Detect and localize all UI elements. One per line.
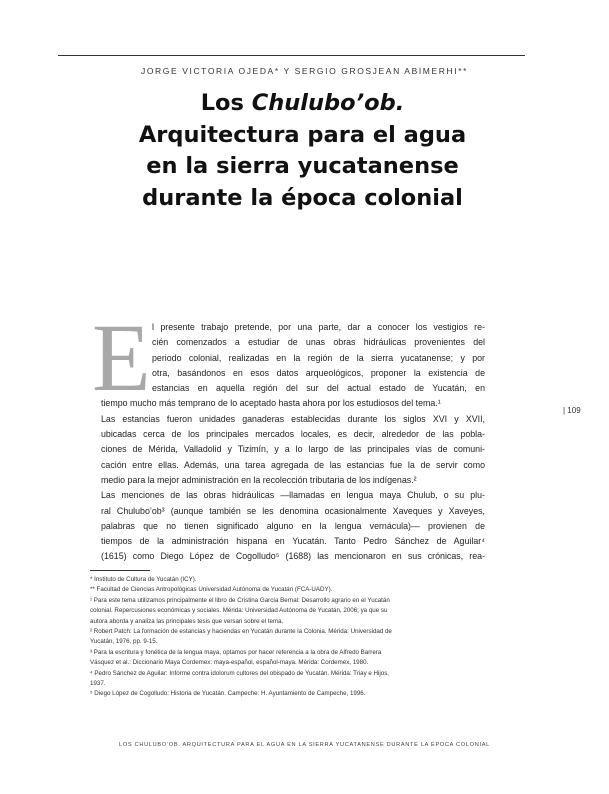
- body-line: ubicadas cerca de los principales mercados locales, es decir, alrededor de las pobla-: [101, 429, 485, 440]
- footnote-line: ** Facultad de Ciencias Antropológicas Universidad Autónoma de Yucatán (FCA-UADY).: [90, 586, 333, 594]
- footnote-line: ³ Para la escritura y fonética de la lengua maya, optamos por hacer referencia a la obra de Alfredo Barrera: [90, 648, 382, 656]
- header-rule: [58, 55, 525, 56]
- footnote-line: Yucatán, 1976, pp. 9-15.: [90, 638, 158, 646]
- title-line-2: Arquitectura para el agua: [138, 121, 467, 148]
- body-line: estancias en aquella región del sur del actual estado de Yucatán, en: [152, 383, 485, 394]
- footnote-line: colonial. Repercusiones económicas y sociales. Mérida: Universidad Autónoma de Yucatán, 2006; ya que su: [90, 607, 388, 615]
- body-line: periodo colonial, realizadas en la región de la sierra yucatanense; y por: [152, 352, 485, 363]
- footnotes: [90, 575, 490, 700]
- body-line: tiempos de la administración hispana en Yucatán. Tanto Pedro Sánchez de Aguilar⁴: [101, 536, 485, 547]
- title-line-3: en la sierra yucatanense: [146, 153, 459, 179]
- title-line-4: durante la época colonial: [142, 184, 463, 211]
- title-line-1: Los Chulubo’ob.: [200, 90, 405, 116]
- footnote-line: ⁴ Pedro Sánchez de Aguilar: Informe contra idolorum cultores del obispado de Yucatán. Mérida: Triay e Hijos,: [90, 669, 390, 677]
- body-line: tiempo mucho más temprano de lo aceptado hasta ahora por los estudiosos del tema.¹: [101, 398, 441, 409]
- footnote-line: 1937.: [90, 680, 106, 688]
- body-line: l presente trabajo pretende, por una parte, dar a conocer los vestigios re-: [152, 322, 485, 332]
- authors-line: JORGE VICTORIA OJEDA* Y SERGIO GROSJEAN ABIMERHI**: [140, 66, 469, 76]
- article-title: [40, 88, 565, 214]
- body-line: ral Chulubo’ob³ (aunque también se les denomina ocasionalmente Xaveques y Xaveyes,: [101, 505, 485, 516]
- drop-cap: E: [92, 304, 151, 411]
- body-line: ciones de Mérida, Valladolid y Tizimín, y a lo largo de las principales vías de comuni-: [101, 444, 485, 455]
- body-line: Las estancias fueron unidades ganaderas establecidas durante los siglos XVI y XVII,: [101, 413, 485, 424]
- body-line: otra, basándonos en esos datos arqueológicos, proponer la existencia de: [152, 367, 485, 378]
- body-line: medio para la mejor administración en la recolección tributaria de los indígenas.²: [101, 474, 417, 485]
- body-line: cación entre ellas. Además, una tarea agregada de las estancias fue la de servir como: [101, 459, 485, 470]
- running-footer: LOS CHULUBO’OB. ARQUITECTURA PARA EL AGUA EN LA SIERRA YUCATANENSE DURANTE LA ÉPOCA COLONIAL: [119, 742, 490, 748]
- footnote-line: * Instituto de Cultura de Yucatán (ICY).: [90, 576, 197, 583]
- body-text: [101, 320, 485, 565]
- body-line: (1615) como Diego López de Cogolludo⁵ (1688) las mencionaron en sus crónicas, rea-: [101, 551, 485, 562]
- page-number: | 109: [563, 406, 581, 415]
- footnote-line: ¹ Para este tema utilizamos principalmente el libro de Cristina García Bernal: Desarrollo agrario en el Yucatán: [90, 596, 390, 604]
- body-line: Las menciones de las obras hidráulicas —llamadas en lengua maya Chulub, o su plu-: [101, 490, 485, 501]
- footnote-line: autora aborda y analiza las principales tesis que versan sobre el tema.: [90, 617, 284, 625]
- footnote-rule: [90, 570, 150, 571]
- footnote-line: ⁵ Diego López de Cogolludo: Historia de Yucatán. Campeche: H. Ayuntamiento de Campeche, 1996.: [90, 690, 366, 698]
- title-italic-word: Chulubo’ob.: [251, 90, 405, 116]
- footnote-line: Vásquez et al.: Diccionario Maya Cordemex: maya-español, español-maya. Mérida: Cordemex, 1980.: [90, 659, 369, 667]
- body-line: cién comenzados a estudiar de unas obras hidráulicas provenientes del: [152, 337, 485, 348]
- footnote-line: ² Robert Patch: La formación de estancias y haciendas en Yucatán durante la Colonia. Mérida: Universidad de: [90, 628, 392, 636]
- body-line: palabras que no tienen significado alguno en la lengua vernácula)— provienen de: [101, 520, 485, 531]
